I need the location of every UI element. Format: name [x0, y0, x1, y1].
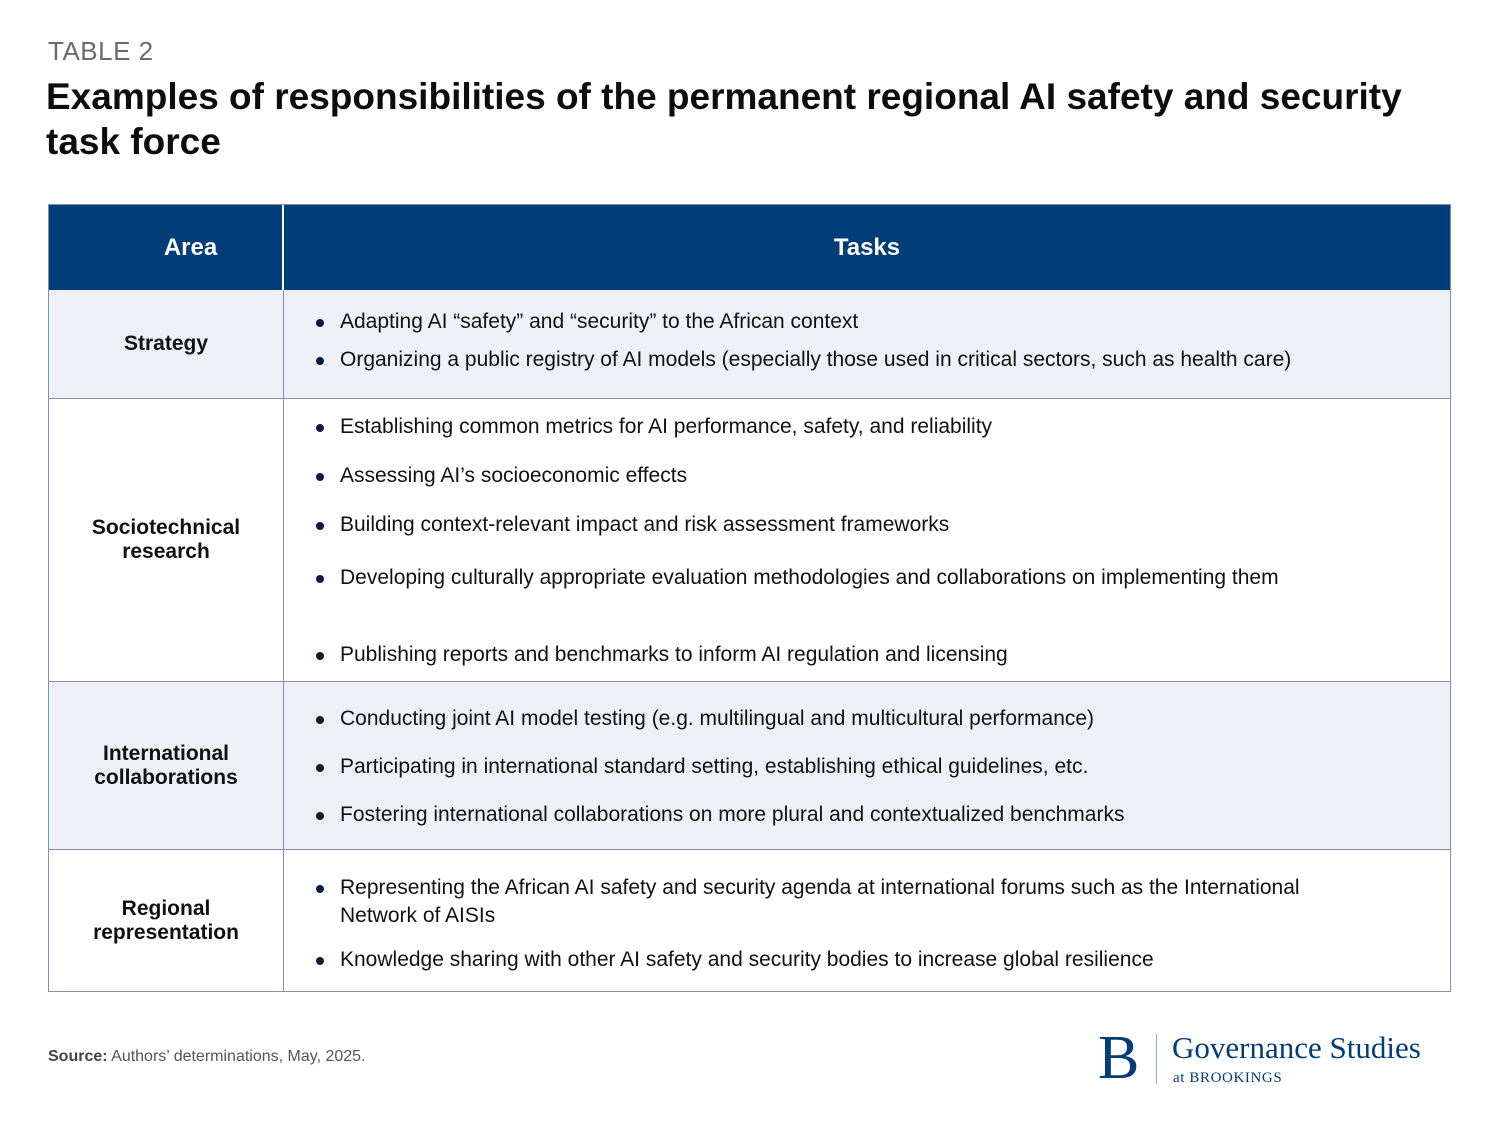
area-cell: Sociotechnical research — [49, 399, 284, 681]
task-item: Building context-relevant impact and risk assessment frameworks — [314, 511, 1414, 539]
bullet-icon — [316, 957, 324, 965]
table-row-strategy — [49, 290, 1450, 398]
tasks-cell — [284, 850, 1450, 991]
source-text: Authors’ determinations, May, 2025. — [111, 1048, 366, 1065]
task-item: Conducting joint AI model testing (e.g. multilingual and multicultural performance) — [314, 705, 1414, 733]
table-row-international-collaborations — [49, 681, 1450, 849]
task-item: Assessing AI’s socioeconomic effects — [314, 462, 1414, 490]
brookings-b-mark: B — [1098, 1024, 1140, 1092]
tasks-cell — [284, 399, 1450, 681]
table-row-sociotechnical-research — [49, 398, 1450, 681]
task-item: Establishing common metrics for AI performance, safety, and reliability — [314, 413, 1414, 441]
bullet-icon — [316, 319, 324, 327]
table-row-regional-representation — [49, 849, 1450, 991]
bullet-icon — [316, 812, 324, 820]
logo-divider — [1156, 1034, 1157, 1084]
header-tasks: Tasks — [833, 233, 901, 261]
task-item: Participating in international standard setting, establishing ethical guidelines, etc. — [314, 753, 1414, 781]
bullet-icon — [316, 522, 324, 530]
task-item: Adapting AI “safety” and “security” to the African context — [314, 308, 1414, 336]
tasks-cell — [284, 682, 1450, 849]
source-label: Source: — [48, 1048, 108, 1065]
logo-subtitle: at BROOKINGS — [1173, 1070, 1283, 1086]
bullet-icon — [316, 716, 324, 724]
responsibilities-table — [48, 204, 1451, 992]
header-area: Area — [49, 205, 284, 290]
task-item: Knowledge sharing with other AI safety and security bodies to increase global resilience — [314, 946, 1414, 974]
task-item: Representing the African AI safety and security agenda at international forums such as the International Network of AISIs — [314, 874, 1310, 930]
tasks-cell — [284, 290, 1450, 398]
page-title: Examples of responsibilities of the permanent regional AI safety and security task force — [46, 76, 1402, 162]
area-cell: Regional representation — [49, 850, 284, 991]
bullet-icon — [316, 764, 324, 772]
bullet-icon — [316, 357, 324, 365]
area-cell: International collaborations — [49, 682, 284, 849]
task-item: Organizing a public registry of AI models (especially those used in critical sectors, such as health care) — [314, 346, 1414, 374]
source-note — [48, 1048, 366, 1066]
table-header — [49, 205, 1450, 290]
area-cell: Strategy — [49, 290, 284, 398]
task-item: Developing culturally appropriate evaluation methodologies and collaborations on implementing them — [314, 564, 1350, 592]
bullet-icon — [316, 575, 324, 583]
bullet-icon — [316, 652, 324, 660]
brookings-logo — [1098, 1024, 1458, 1092]
table-label: TABLE 2 — [48, 36, 154, 66]
bullet-icon — [316, 885, 324, 893]
logo-name: Governance Studies — [1172, 1030, 1421, 1065]
task-item: Fostering international collaborations on more plural and contextualized benchmarks — [314, 801, 1414, 829]
bullet-icon — [316, 473, 324, 481]
task-item: Publishing reports and benchmarks to inform AI regulation and licensing — [314, 641, 1414, 669]
bullet-icon — [316, 424, 324, 432]
